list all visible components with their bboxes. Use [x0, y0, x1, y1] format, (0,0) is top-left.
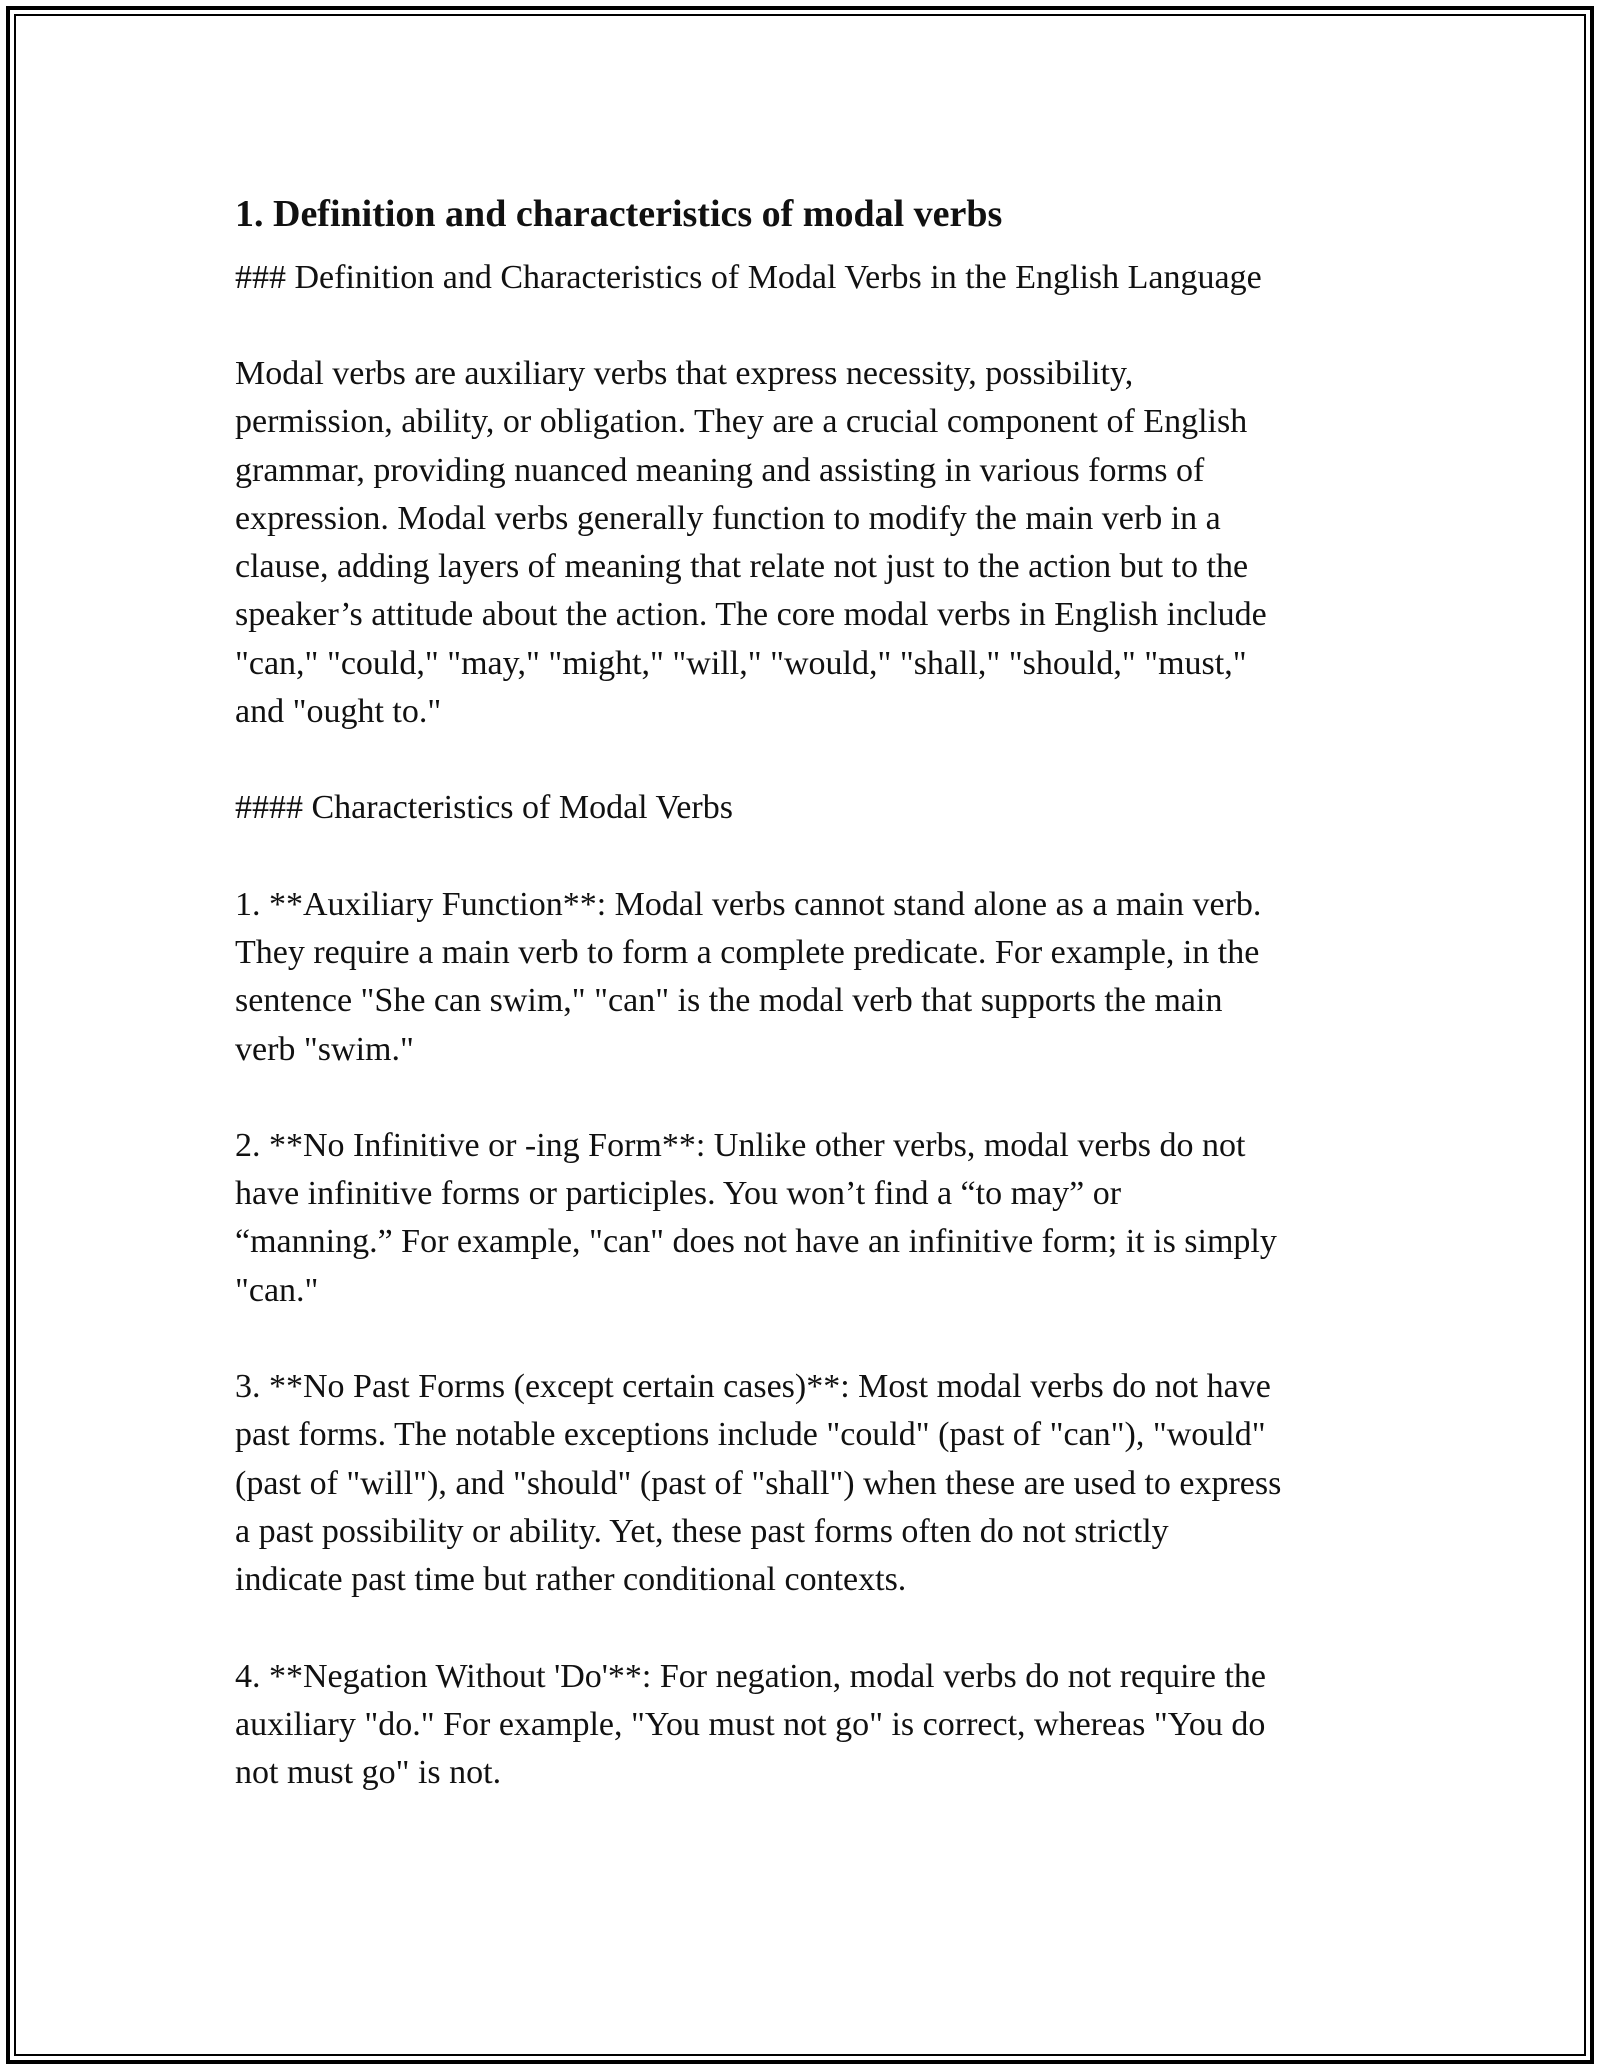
- characteristic-item-negation: [235, 1653, 1365, 1798]
- text-line: Modal verbs are auxiliary verbs that express necessity, possibility,: [235, 355, 1134, 392]
- text-line: speaker’s attitude about the action. The core modal verbs in English include: [235, 596, 1267, 634]
- characteristic-item-auxiliary-function: [235, 881, 1365, 1074]
- text-line: grammar, providing nuanced meaning and assisting in various forms of: [235, 451, 1205, 489]
- characteristics-heading: #### Characteristics of Modal Verbs: [235, 789, 733, 827]
- text-line: They require a main verb to form a complete predicate. For example, in the: [235, 933, 1260, 971]
- characteristic-item-no-infinitive: [235, 1122, 1365, 1315]
- text-line: “manning.” For example, "can" does not have an infinitive form; it is simply: [235, 1223, 1277, 1261]
- text-line: expression. Modal verbs generally function to modify the main verb in a: [235, 499, 1221, 537]
- text-line: past forms. The notable exceptions include "could" (past of "can"), "would": [235, 1416, 1266, 1454]
- text-line: auxiliary "do." For example, "You must not go" is correct, whereas "You do: [235, 1705, 1266, 1743]
- text-line: have infinitive forms or participles. You won’t find a “to may” or: [235, 1175, 1122, 1213]
- text-line: (past of "will"), and "should" (past of "shall") when these are used to express: [235, 1464, 1282, 1502]
- text-line: verb "swim.": [235, 1030, 414, 1068]
- characteristic-item-no-past-forms: [235, 1363, 1365, 1604]
- text-line: permission, ability, or obligation. They are a crucial component of English: [235, 403, 1248, 441]
- text-line: and "ought to.": [235, 693, 442, 731]
- text-line: not must go" is not.: [235, 1754, 502, 1792]
- text-line: 4. **Negation Without 'Do'**: For negation, modal verbs do not require the: [235, 1657, 1267, 1695]
- text-line: "can," "could," "may," "might," "will," "would," "shall," "should," "must,": [235, 644, 1247, 682]
- section-subtitle: ### Definition and Characteristics of Modal Verbs in the English Language: [235, 259, 1262, 296]
- text-line: clause, adding layers of meaning that relate not just to the action but to the: [235, 548, 1249, 586]
- text-line: 1. **Auxiliary Function**: Modal verbs cannot stand alone as a main verb.: [235, 885, 1262, 923]
- text-line: 2. **No Infinitive or -ing Form**: Unlike other verbs, modal verbs do not: [235, 1126, 1246, 1164]
- page-title: 1. Definition and characteristics of modal verbs: [235, 193, 1003, 235]
- intro-paragraph: [235, 350, 1365, 736]
- text-line: indicate past time but rather conditional contexts.: [235, 1561, 907, 1599]
- text-line: a past possibility or ability. Yet, these past forms often do not strictly: [235, 1512, 1169, 1550]
- document-body: [235, 182, 1365, 1797]
- text-line: 3. **No Past Forms (except certain cases)**: Most modal verbs do not have: [235, 1368, 1271, 1406]
- text-line: "can.": [235, 1271, 319, 1309]
- text-line: sentence "She can swim," "can" is the modal verb that supports the main: [235, 982, 1223, 1020]
